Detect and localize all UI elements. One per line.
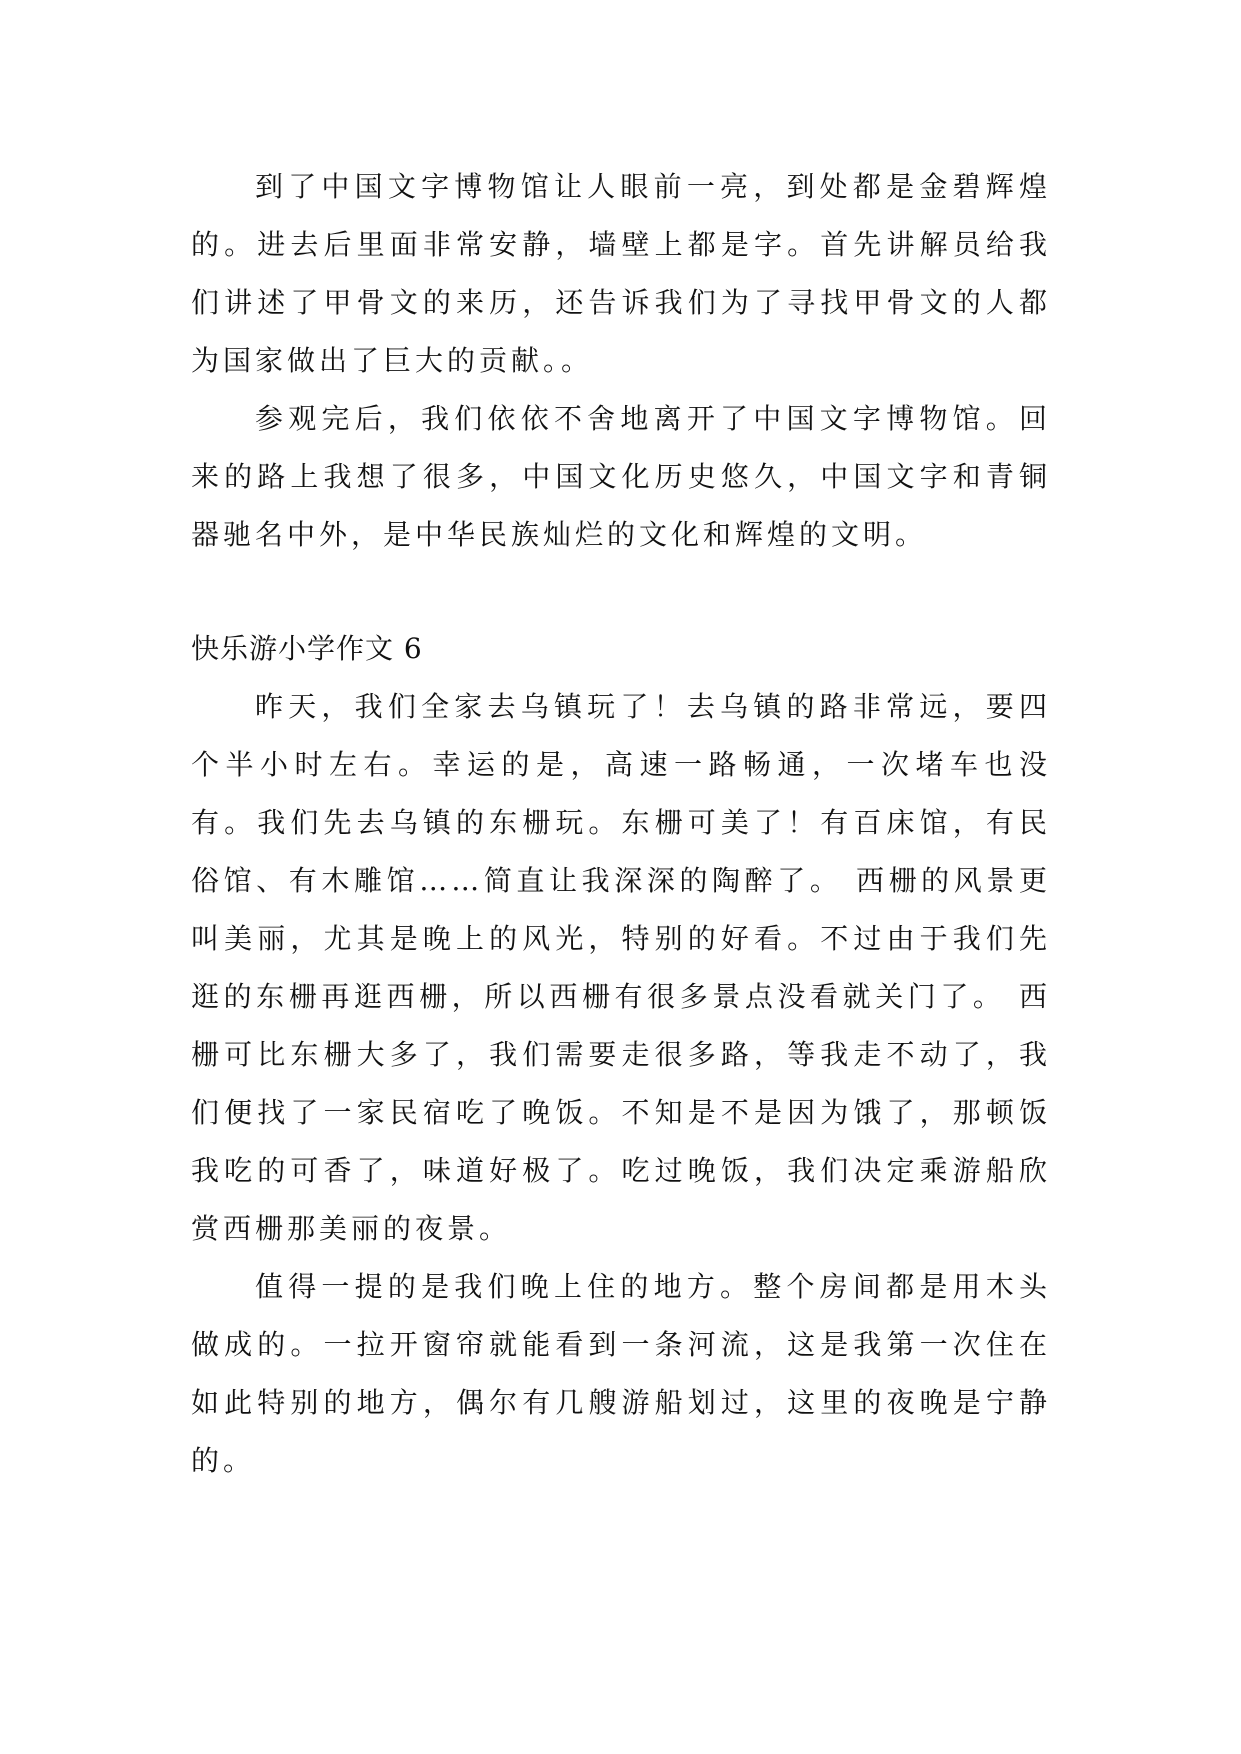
section-title: 快乐游小学作文 6: [191, 632, 423, 665]
document-body: [191, 158, 1051, 1490]
paragraph-museum-visit: 到了中国文字博物馆让人眼前一亮，到处都是金碧辉煌的。进去后里面非常安静，墙壁上都是字。首先讲解员给我们讲述了甲骨文的来历，还告诉我们为了寻找甲骨文的人都为国家做出了巨大的贡献。。: [191, 170, 1051, 377]
paragraph-wuzhen-trip: 昨天，我们全家去乌镇玩了！去乌镇的路非常远，要四个半小时左右。幸运的是，高速一路畅通，一次堵车也没有。我们先去乌镇的东栅玩。东栅可美了！有百床馆，有民俗馆、有木雕馆……简直让我深深的陶醉了。 西栅的风景更叫美丽，尤其是晚上的风光，特别的好看。不过由于我们先逛的东栅再逛西栅，所以西栅有很多景点没看就关门了。 西栅可比东栅大多了，我们需要走很多路，等我走不动了，我们便找了一家民宿吃了晚饭。不知是不是因为饿了，那顿饭我吃的可香了，味道好极了。吃过晚饭，我们决定乘游船欣赏西栅那美丽的夜景。: [191, 690, 1051, 1245]
paragraph-museum-reflection: 参观完后，我们依依不舍地离开了中国文字博物馆。回来的路上我想了很多，中国文化历史悠久，中国文字和青铜器驰名中外，是中华民族灿烂的文化和辉煌的文明。: [191, 402, 1051, 551]
paragraph-wuzhen-lodging: 值得一提的是我们晚上住的地方。整个房间都是用木头做成的。一拉开窗帘就能看到一条河流，这是我第一次住在如此特别的地方，偶尔有几艘游船划过，这里的夜晚是宁静的。: [191, 1270, 1051, 1477]
